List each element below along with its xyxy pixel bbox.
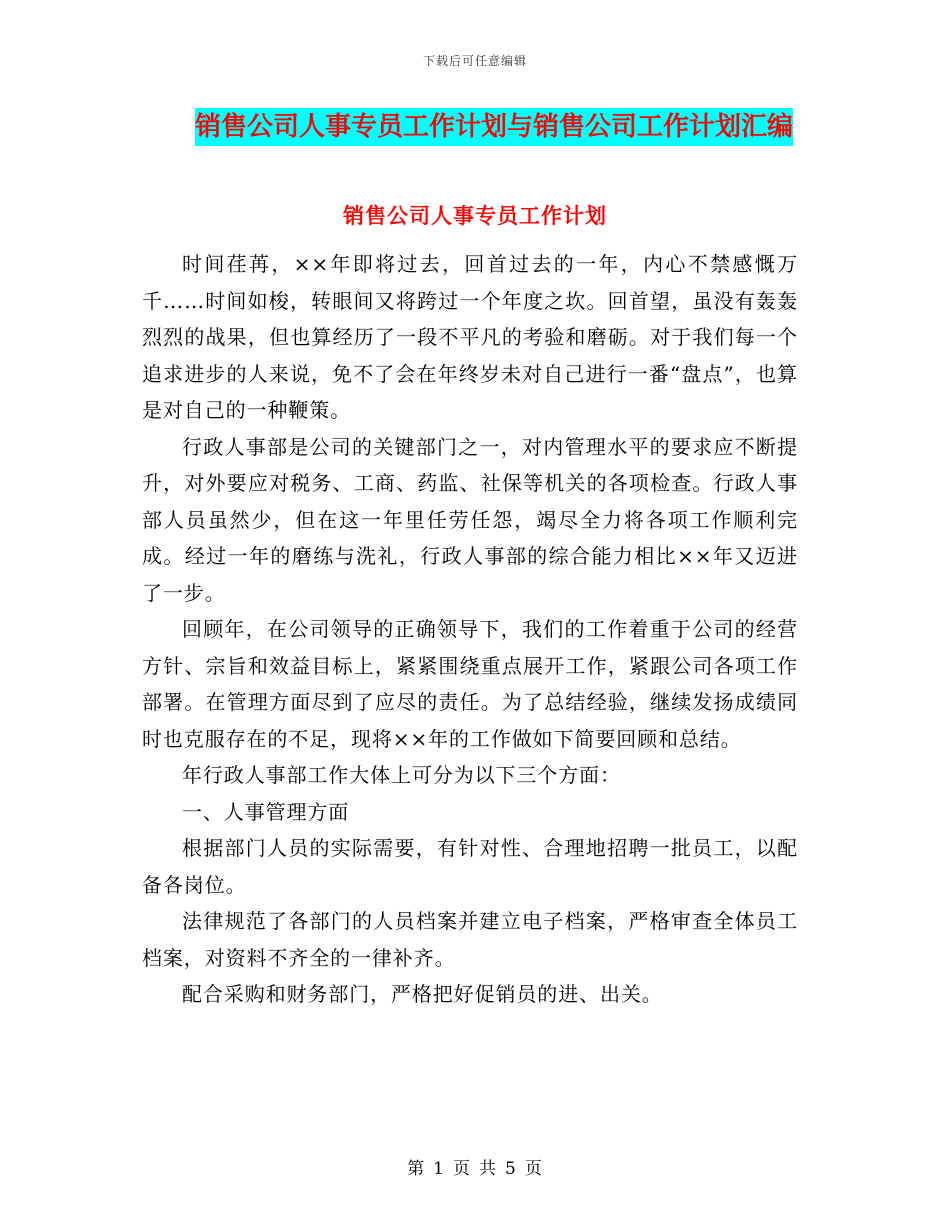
section-title: 销售公司人事专员工作计划: [343, 203, 607, 228]
paragraph: 根据部门人员的实际需要，有针对性、合理地招聘一批员工，以配备各岗位。: [142, 836, 798, 897]
footer-total-pages: 5: [505, 1159, 517, 1179]
footer-current-page: 1: [433, 1159, 445, 1179]
paragraph: 法律规范了各部门的人员档案并建立电子档案，严格审查全体员工档案，对资料不齐全的一律补齐。: [142, 909, 798, 970]
document-body: [142, 246, 798, 1013]
footer-label-total: 共: [479, 1159, 497, 1179]
paragraph: 时间荏苒，××年即将过去，回首过去的一年，内心不禁感慨万千……时间如梭，转眼间又将跨过一个年度之坎。回首望，虽没有轰轰烈烈的战果，但也算经历了一段不平凡的考验和磨砺。对于我们每一个追求进步的人来说，免不了会在年终岁未对自己进行一番“盘点”，也算是对自己的一种鞭策。: [142, 252, 798, 422]
header-note: 下载后可任意编辑: [422, 54, 527, 68]
paragraph: 年行政人事部工作大体上可分为以下三个方面：: [182, 763, 621, 787]
paragraph: 配合采购和财务部门，严格把好促销员的进、出关。: [182, 982, 663, 1006]
paragraph: 回顾年，在公司领导的正确领导下，我们的工作着重于公司的经营方针、宗旨和效益目标上，紧紧围绕重点展开工作，紧跟公司各项工作部署。在管理方面尽到了应尽的责任。为了总结经验，继续发扬成绩同时也克服存在的不足，现将××年的工作做如下简要回顾和总结。: [142, 617, 798, 751]
paragraph: 行政人事部是公司的关键部门之一，对内管理水平的要求应不断提升，对外要应对税务、工商、药监、社保等机关的各项检查。行政人事部人员虽然少，但在这一年里任劳任怨，竭尽全力将各项工作顺利完成。经过一年的磨练与洗礼，行政人事部的综合能力相比××年又迈进了一步。: [142, 434, 798, 605]
footer-label-page: 第: [407, 1159, 426, 1179]
footer-label-total-unit: 页: [524, 1159, 543, 1179]
section-heading: 一、人事管理方面: [182, 799, 350, 824]
page-footer: [0, 1154, 950, 1179]
footer-label-page-unit: 页: [453, 1159, 471, 1179]
main-title: 销售公司人事专员工作计划与销售公司工作计划汇编: [195, 108, 793, 146]
